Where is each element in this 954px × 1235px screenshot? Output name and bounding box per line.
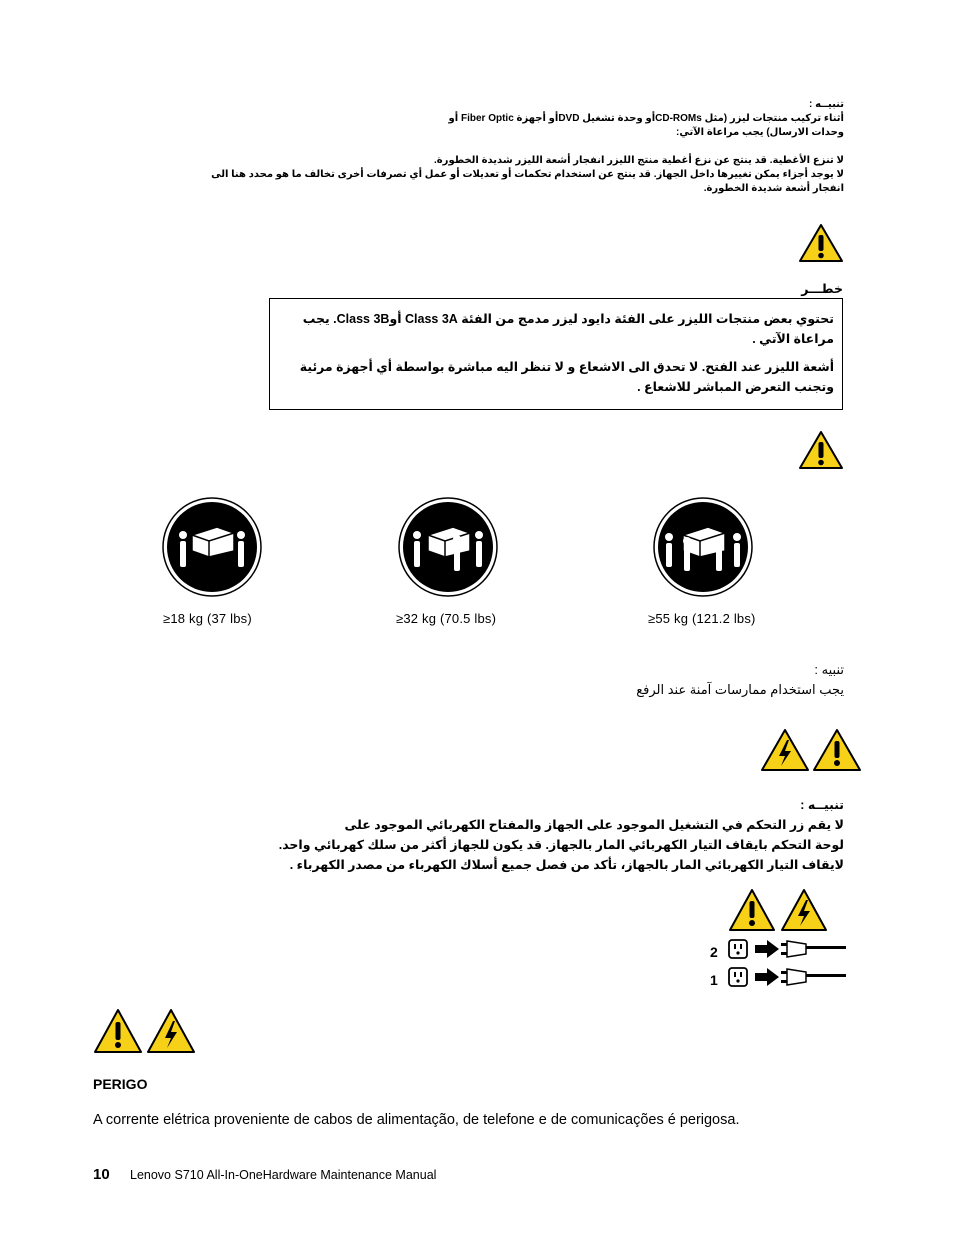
caution-3-line: لايقاف التيار الكهربائي المار بالجهاز، تأكد من فصل جميع أسلاك الكهرباء من مصدر الكهرباء . [289, 858, 844, 872]
page-number: 10 [93, 1166, 110, 1183]
warning-triangle-icon [728, 888, 776, 932]
warning-triangle-icon [798, 223, 844, 263]
caution-3 [84, 795, 844, 875]
danger-1-heading: خطـــر [801, 282, 843, 296]
plug-number: 1 [710, 971, 718, 988]
caution-2-heading: تنبيه : [814, 662, 844, 677]
plug-icon [780, 967, 846, 992]
plug-number: 2 [710, 943, 718, 960]
warning-triangle-icon [798, 430, 844, 470]
caution-1-item: انفجار أشعة شديدة الخطورة. [703, 183, 844, 194]
danger-line: تحتوي بعض منتجات الليزر على الفئة دايود ليزر مدمج من الفئة Class 3A أوClass 3B. يجب [302, 312, 834, 326]
outlet-icon [728, 939, 748, 964]
weight-label: ≥32 kg (70.5 lbs) [396, 611, 497, 626]
caution-3-line: لوحة التحكم بايقاف التيار الكهربائي المار بالجهاز. قد يكون للجهاز أكثر من سلك كهربائي واحد. [278, 838, 844, 852]
caution-1-item: لا يوجد أجزاء يمكن تغييرها داخل الجهاز. قد ينتج عن استخدام تحكمات أو تعديلات أو عمل أي تصرفات أخرى تخالف ما هو محدد هنا الى [211, 169, 844, 180]
danger-box [269, 298, 843, 410]
caution-1-line: وحدات الارسال) يجب مراعاة الآتي: [676, 127, 844, 138]
electrical-hazard-icon [760, 728, 810, 772]
caution-3-heading: تنبيــه : [800, 798, 844, 812]
danger-paragraph-1 [278, 309, 834, 349]
electrical-hazard-icon [780, 888, 828, 932]
lift-three-person-icon [398, 497, 498, 602]
caution-2 [444, 660, 844, 700]
perigo-text: A corrente elétrica proveniente de cabos de alimentação, de telefone e de comunicações é perigosa. [93, 1112, 740, 1128]
unplug-row [710, 967, 846, 992]
danger-line: أشعة الليزر عند الفتح. لا تحدق الى الاشعاع و لا تنظر اليه مباشرة بواسطة أي أجهزة مرئية [299, 360, 834, 374]
unplug-row [710, 939, 846, 964]
caution-1-item: لا تنزع الأغطية. قد ينتج عن نزع أغطية منتج الليزر انفجار أشعة الليزر شديدة الخطورة. [434, 155, 844, 166]
weight-label: ≥55 kg (121.2 lbs) [648, 611, 756, 626]
weight-label: ≥18 kg (37 lbs) [163, 611, 252, 626]
warning-triangle-icon [812, 728, 862, 772]
footer-title: Lenovo S710 All-In-OneHardware Maintenance Manual [130, 1168, 437, 1182]
perigo-heading: PERIGO [93, 1076, 148, 1092]
danger-line: مراعاة الآتي . [752, 332, 834, 346]
arrow-right-icon [754, 967, 780, 992]
warning-triangle-icon [93, 1008, 143, 1054]
caution-1 [124, 98, 844, 196]
caution-1-line: أثناء تركيب منتجات ليزر (مثل CD-ROMsأو وحدة تشغيل DVDأو أجهزة Fiber Optic أو [448, 113, 844, 124]
danger-line: وتجنب التعرض المباشر للاشعاع . [637, 380, 834, 394]
electrical-hazard-icon [146, 1008, 196, 1054]
outlet-icon [728, 967, 748, 992]
arrow-right-icon [754, 939, 780, 964]
plug-icon [780, 939, 846, 964]
lift-four-person-icon [653, 497, 753, 602]
lift-two-person-icon [162, 497, 262, 602]
caution-1-heading: تنبيــه : [808, 99, 844, 110]
caution-3-line: لا يقم زر التحكم في التشغيل الموجود على الجهاز والمفتاح الكهربائي الموجود على [344, 818, 844, 832]
danger-paragraph-2 [278, 357, 834, 397]
caution-2-line: يجب استخدام ممارسات آمنة عند الرفع [636, 682, 844, 697]
